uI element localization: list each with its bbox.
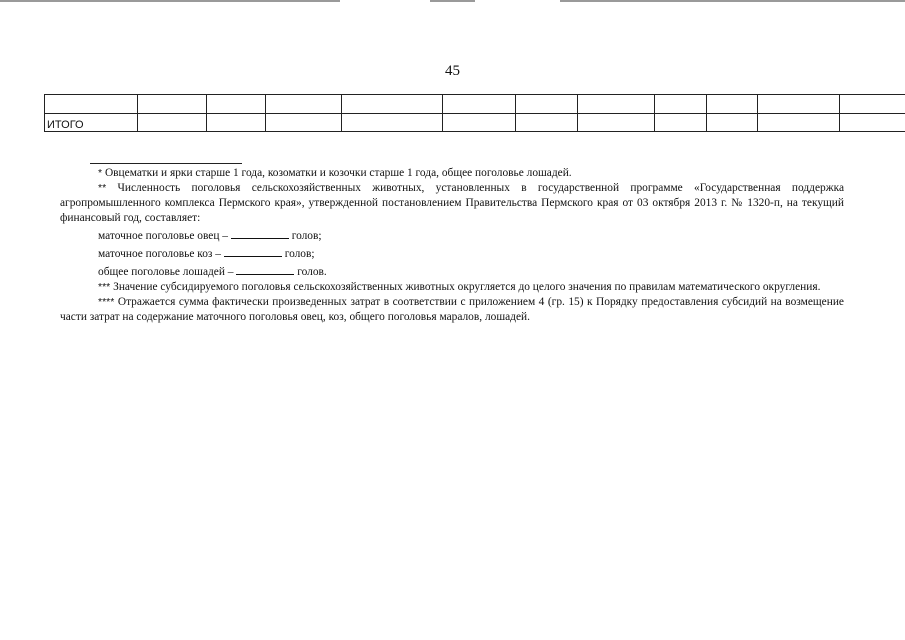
table-cell bbox=[758, 95, 840, 114]
total-label: ИТОГО bbox=[45, 114, 138, 132]
horses-count-blank bbox=[236, 262, 294, 275]
scan-edge-right bbox=[560, 0, 905, 2]
goats-label: маточное поголовье коз – bbox=[98, 248, 221, 260]
table-cell bbox=[342, 114, 443, 132]
table-cell bbox=[207, 95, 266, 114]
table-row-total bbox=[45, 114, 905, 132]
footnote-mark: *** bbox=[98, 281, 111, 293]
footnote-mark: **** bbox=[98, 296, 115, 308]
table-cell bbox=[655, 114, 707, 132]
table-cell bbox=[516, 114, 578, 132]
table-cell bbox=[443, 114, 516, 132]
page-number: 45 bbox=[445, 63, 460, 79]
table-row bbox=[45, 95, 905, 114]
table-cell bbox=[840, 114, 905, 132]
footnote-text: Отражается сумма фактически произведенных затрат в соответствии с приложением 4 (гр. 15) к Порядку предоставления субсидий на возмещение части затрат на содержание маточного поголовья овец, коз, общего поголовья маралов, лошадей. bbox=[60, 296, 844, 323]
table-cell bbox=[138, 114, 207, 132]
table-cell bbox=[516, 95, 578, 114]
table-cell bbox=[707, 95, 758, 114]
horses-label: общее поголовье лошадей – bbox=[98, 266, 234, 278]
sheep-unit: голов; bbox=[291, 230, 322, 242]
table-cell bbox=[655, 95, 707, 114]
table-cell bbox=[758, 114, 840, 132]
goats-count-line bbox=[60, 244, 844, 262]
footnote-1 bbox=[60, 166, 844, 181]
footnote-text: Овцематки и ярки старше 1 года, козоматки и козочки старше 1 года, общее поголовье лошадей. bbox=[104, 167, 572, 179]
table-cell bbox=[45, 95, 138, 114]
table-cell bbox=[342, 95, 443, 114]
table-cell bbox=[443, 95, 516, 114]
horses-count-line bbox=[60, 262, 844, 280]
totals-table bbox=[44, 94, 905, 132]
table-cell bbox=[707, 114, 758, 132]
footnote-text: Значение субсидируемого поголовья сельскохозяйственных животных округляется до целого значения по правилам математического округления. bbox=[113, 281, 821, 293]
table-cell bbox=[207, 114, 266, 132]
footnote-text: Численность поголовья сельскохозяйственных животных, установленных в государственной программе «Государственная поддержка агропромышленного комплекса Пермского края», утвержденной постановлением Правительства Пермского края от 03 октября 2013 г. № 1320-п, на текущий финансовый год, составляет: bbox=[60, 182, 844, 224]
horses-unit: голов. bbox=[297, 266, 327, 278]
table-cell bbox=[840, 95, 905, 114]
footnotes bbox=[60, 166, 844, 325]
goats-unit: голов; bbox=[284, 248, 315, 260]
table-cell bbox=[578, 114, 655, 132]
table-cell bbox=[578, 95, 655, 114]
footnote-2 bbox=[60, 181, 844, 226]
scan-edge-left bbox=[0, 0, 340, 2]
scan-edge-center bbox=[430, 0, 475, 2]
footnote-mark: * bbox=[98, 167, 103, 179]
footnote-separator bbox=[90, 163, 242, 164]
table-cell bbox=[266, 114, 342, 132]
table-cell bbox=[138, 95, 207, 114]
footnote-4 bbox=[60, 295, 844, 325]
sheep-label: маточное поголовье овец – bbox=[98, 230, 228, 242]
footnote-mark: ** bbox=[98, 182, 107, 194]
sheep-count-blank bbox=[231, 226, 289, 239]
sheep-count-line bbox=[60, 226, 844, 244]
goats-count-blank bbox=[224, 244, 282, 257]
table-cell bbox=[266, 95, 342, 114]
footnote-3 bbox=[60, 280, 844, 295]
